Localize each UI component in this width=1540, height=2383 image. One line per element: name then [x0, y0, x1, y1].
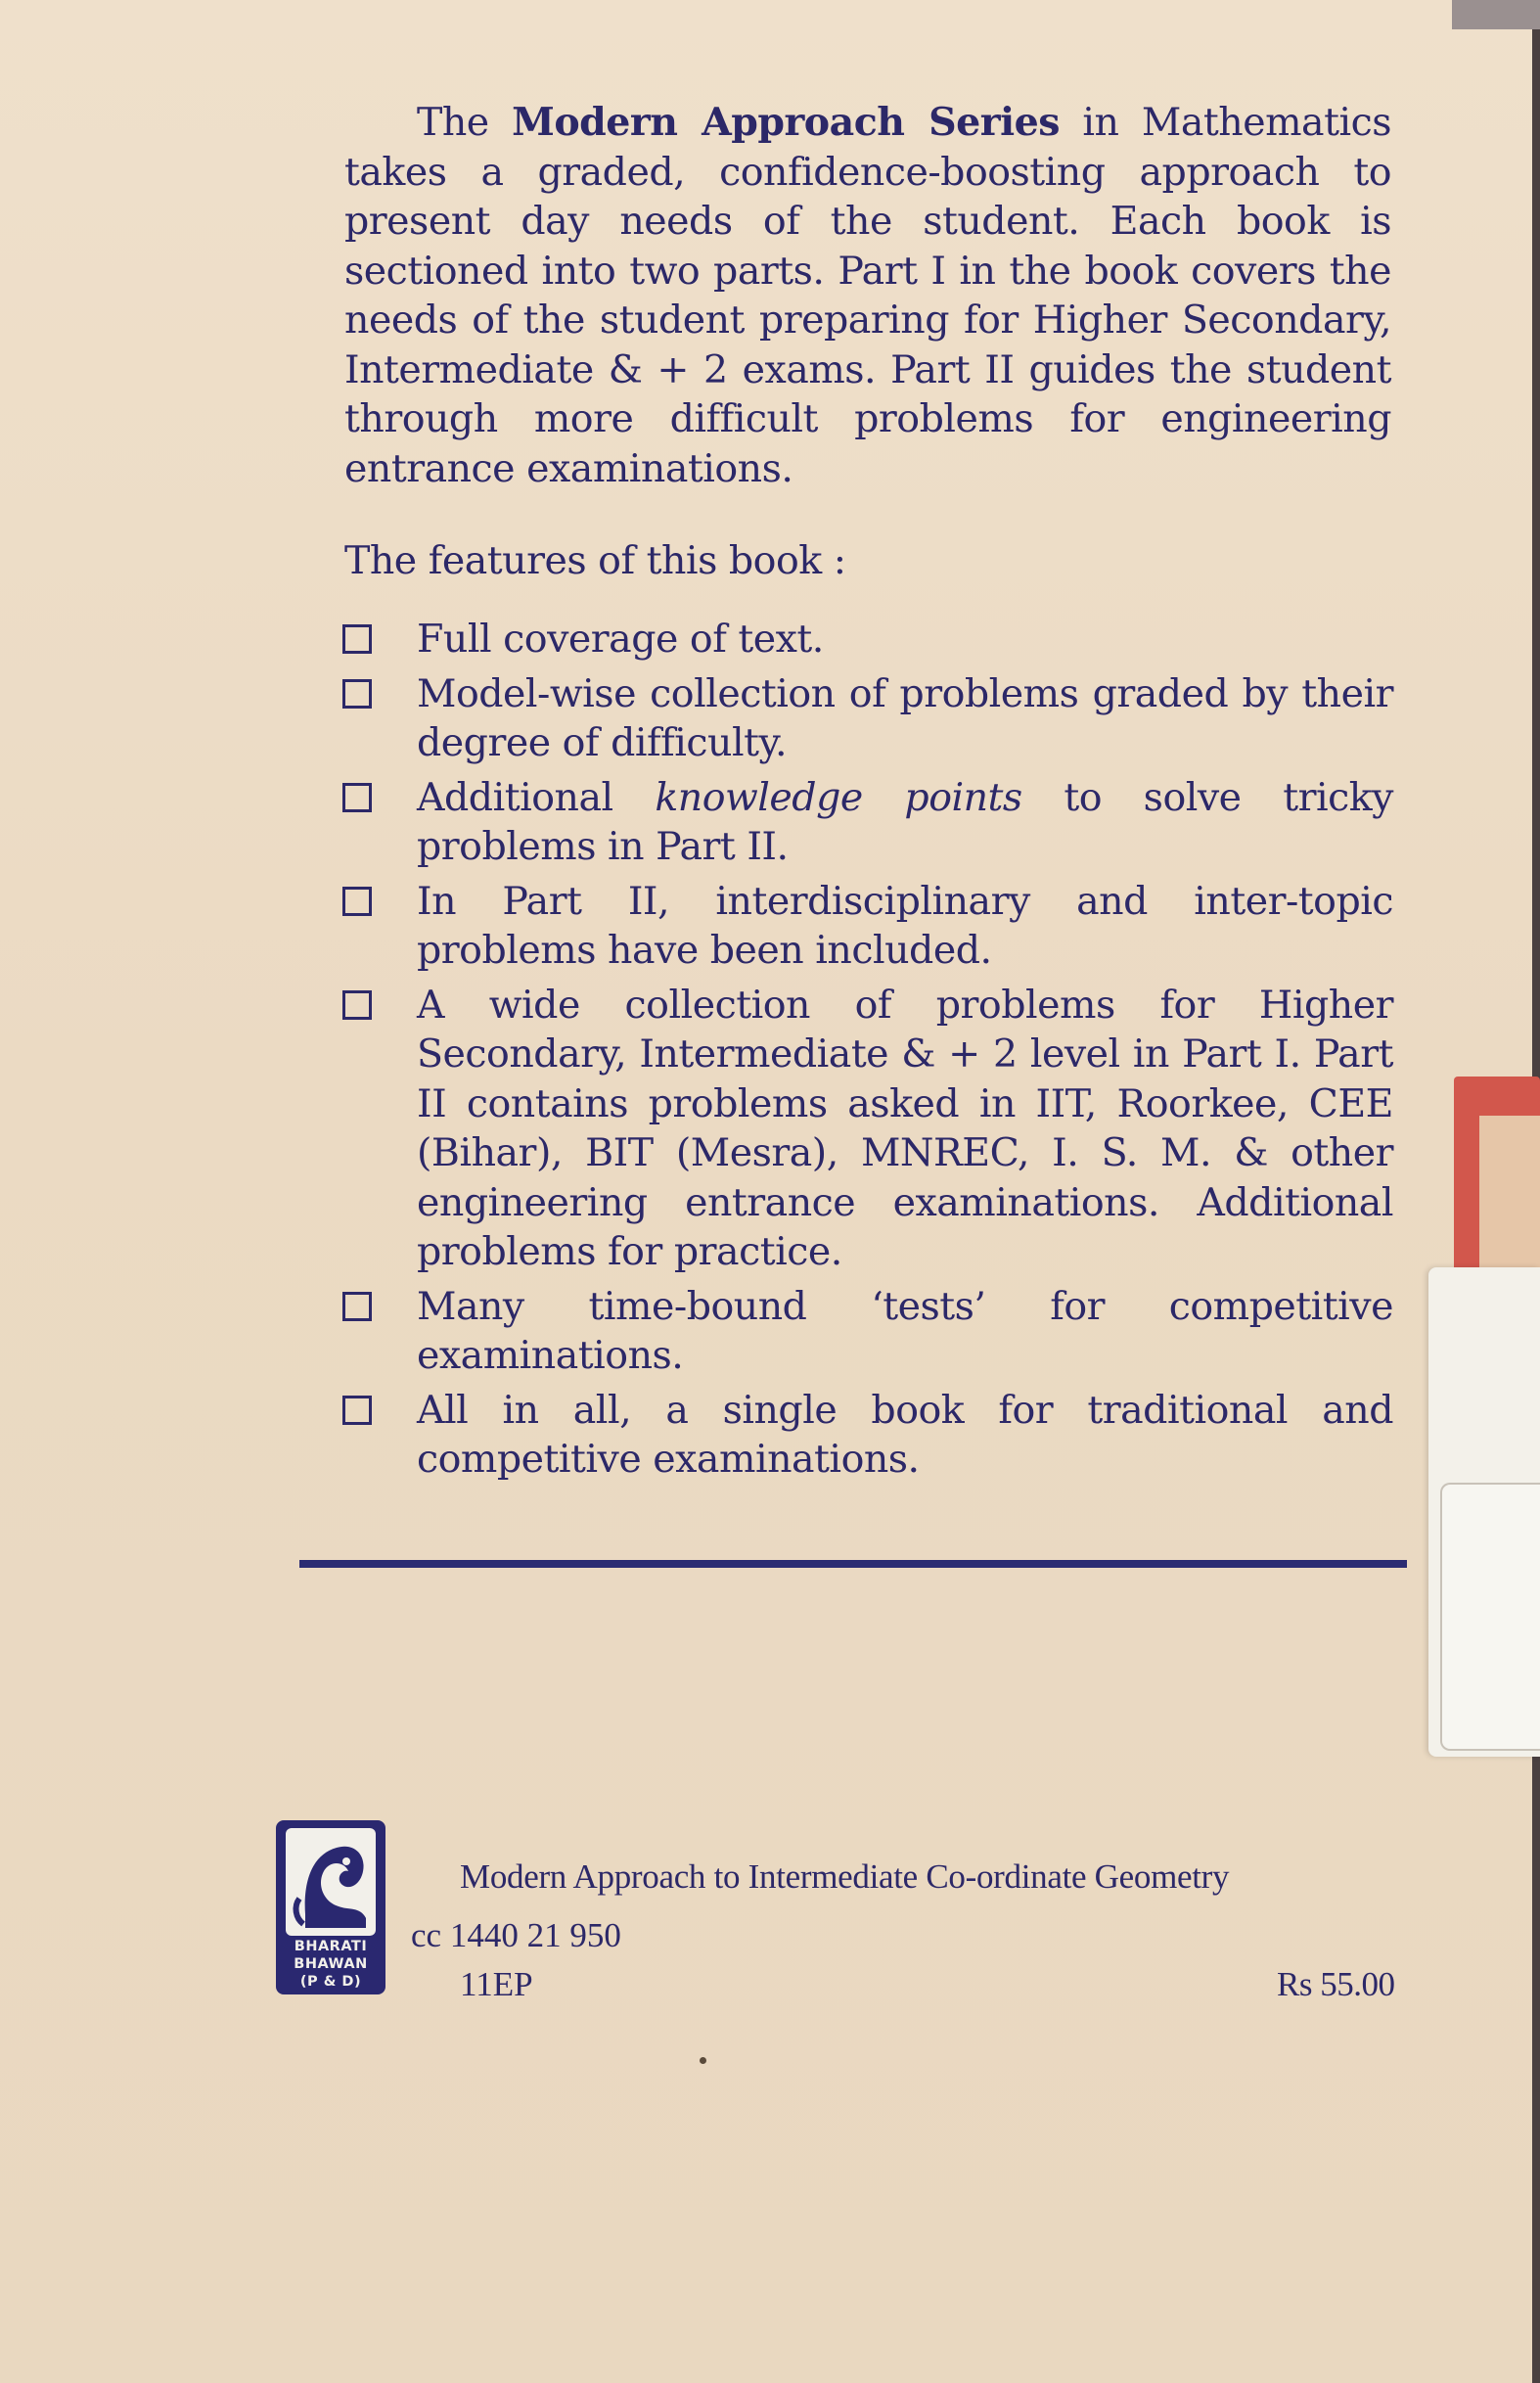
price: Rs 55.00: [1277, 1965, 1395, 2003]
feature-item: Full coverage of text.: [342, 615, 1393, 664]
logo-line-3: (P & D): [299, 1974, 362, 1990]
checkbox-icon: [342, 624, 372, 654]
checkbox-icon: [342, 990, 372, 1020]
elephant-logo-icon: [286, 1828, 376, 1936]
features-heading: The features of this book :: [344, 538, 846, 583]
feature-item: Additional knowledge points to solve tricky problems in Part II.: [342, 773, 1393, 872]
checkbox-icon: [342, 679, 372, 709]
series-name: Modern Approach Series: [512, 100, 1060, 145]
catalog-code: cc 1440 21 950: [411, 1916, 621, 1954]
checkbox-icon: [342, 783, 372, 812]
checkbox-icon: [342, 1292, 372, 1321]
publisher-logo: [276, 1820, 385, 1994]
edition-code: 11EP: [460, 1965, 533, 2003]
feature-item: In Part II, interdisciplinary and inter-topic problems have been included.: [342, 877, 1393, 976]
library-label-white: [1428, 1267, 1540, 1757]
divider-rule: [299, 1560, 1407, 1568]
corner-wear: [1452, 0, 1540, 29]
feature-item: All in all, a single book for traditional and competitive examinations.: [342, 1386, 1393, 1485]
checkbox-icon: [342, 887, 372, 916]
feature-item: Model-wise collection of problems graded by their degree of difficulty.: [342, 669, 1393, 768]
logo-line-2: BHAWAN: [294, 1956, 368, 1972]
book-title: Modern Approach to Intermediate Co-ordinate Geometry: [460, 1857, 1230, 1896]
feature-item: A wide collection of problems for Higher Secondary, Intermediate & + 2 level in Part I. Part II contains problems asked in IIT, Roorkee, CEE (Bihar), BIT (Mesra), MNREC, I. S. M. & other engineering entrance examinations. Additional problems for practice.: [342, 981, 1393, 1277]
intro-paragraph: The Modern Approach Series in Mathematics takes a graded, confidence-boosting approach to present day needs of the student. Each book is sectioned into two parts. Part I in the book covers the needs of the student preparing for Higher Secondary, Intermediate & + 2 exams. Part II guides the student through more difficult problems for engineering entrance examinations.: [344, 100, 1391, 491]
library-label-red: [1454, 1077, 1540, 1272]
feature-item: Many time-bound ‘tests’ for competitive examinations.: [342, 1282, 1393, 1381]
features-list: [342, 615, 1393, 1489]
paper-speck: [700, 2057, 706, 2064]
checkbox-icon: [342, 1396, 372, 1425]
logo-line-1: BHARATI: [294, 1939, 368, 1954]
